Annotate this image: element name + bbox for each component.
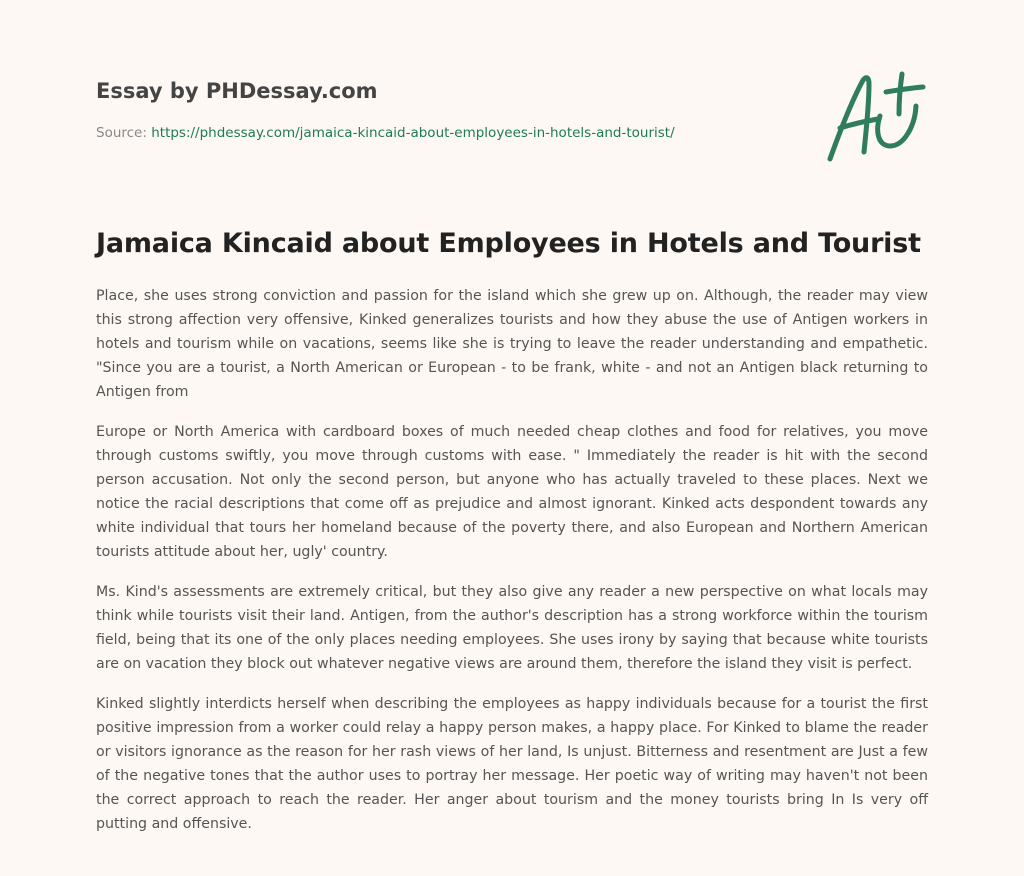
source-line [96,124,796,142]
a-plus-icon [820,66,930,166]
site-title: Essay by PHDessay.com [96,79,378,103]
header [96,78,796,142]
source-label: Source: [96,125,147,141]
a-plus-logo-svg [820,66,930,166]
source-link[interactable]: https://phdessay.com/jamaica-kincaid-about-employees-in-hotels-and-tourist/ [151,125,675,141]
essay-paragraph: Kinked slightly interdicts herself when describing the employees as happy individuals because for a tourist the first positive impression from a worker could relay a happy person makes, a happy place. For Kinked to blame the reader or visitors ignorance as the reason for her rash views of her land, Is unjust. Bitterness and resentment are Just a few of the negative tones that the author uses to portray her message. Her poetic way of writing may haven't not been the correct approach to reach the reader. Her anger about tourism and the money tourists bring In Is very off putting and offensive. [96,696,928,832]
essay-paragraph: Place, she uses strong conviction and passion for the island which she grew up on. Although, the reader may view this strong affection very offensive, Kinked generalizes tourists and how they abuse the use of Antigen workers in hotels and tourism while on vacations, seems like she is trying to leave the reader understanding and empathetic. "Since you are a tourist, a North American or European - to be frank, white - and not an Antigen black returning to Antigen from [96,288,928,400]
essay-body [96,284,928,852]
essay-paragraph: Ms. Kind's assessments are extremely critical, but they also give any reader a new perspective on what locals may think while tourists visit their land. Antigen, from the author's description has a strong workforce within the tourism field, being that its one of the only places needing employees. She uses irony by saying that because white tourists are on vacation they block out whatever negative views are around them, therefore the island they visit is perfect. [96,584,928,672]
essay-paragraph: Europe or North America with cardboard boxes of much needed cheap clothes and food for relatives, you move through customs swiftly, you move through customs with ease. " Immediately the reader is hit with the second person accusation. Not only the second person, but anyone who has actually traveled to these places. Next we notice the racial descriptions that come off as prejudice and almost ignorant. Kinked acts despondent towards any white individual that tours her homeland because of the poverty there, and also European and Northern American tourists attitude about her, ugly' country. [96,424,928,560]
essay-title: Jamaica Kincaid about Employees in Hotels and Tourist [96,228,921,259]
